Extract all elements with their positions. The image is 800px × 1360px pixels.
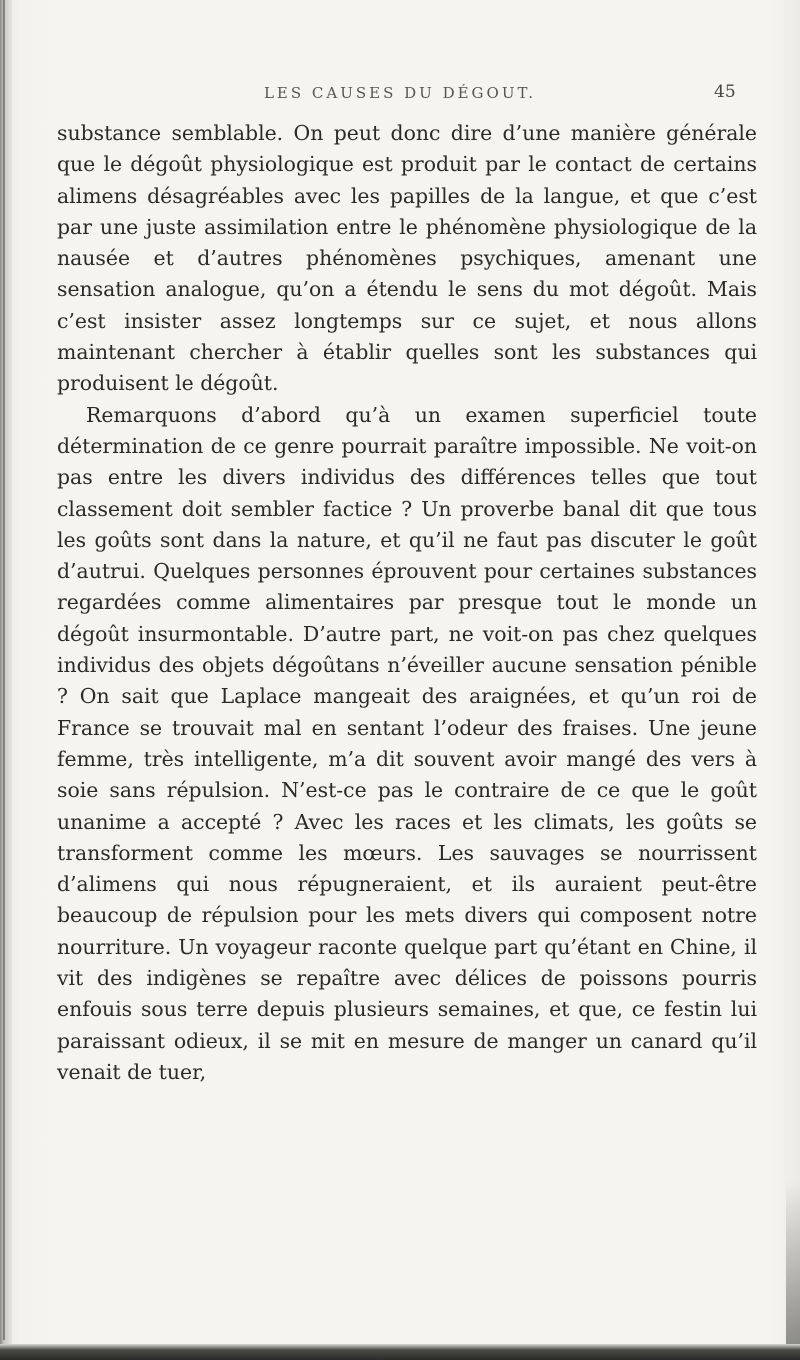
paragraph: substance semblable. On peut donc dire d’une manière générale que le dégoût physiologique est produit par le contact de certains alimens désagréables avec les papilles de la langue, et que c’est par une juste assimilation entre le phénomène physiologique de la nausée et d’autres phénomènes psychiques, amenant une sensation analogue, qu’on a étendu le sens du mot dégoût. Mais c’est insister assez longtemps sur ce sujet, et nous allons maintenant chercher à établir quelles sont les substances qui produisent le dégoût.	[57, 121, 757, 396]
page-binding-edge	[0, 0, 12, 1360]
page-corner-shadow	[786, 1180, 800, 1344]
body-text	[57, 118, 757, 1088]
page-number: 45	[714, 82, 736, 102]
page-bottom-edge	[0, 1344, 800, 1360]
margin-rule	[3, 0, 5, 1340]
paragraph: Remarquons d’abord qu’à un examen superficiel toute détermination de ce genre pourrait paraître impossible. Ne voit-on pas entre les divers individus des différences telles que tout classement doit sembler factice ? Un proverbe banal dit que tous les goûts sont dans la nature, et qu’il ne faut pas discuter le goût d’autrui. Quelques personnes éprouvent pour certaines substances regardées comme alimentaires par presque tout le monde un dégoût insurmontable. D’autre part, ne voit-on pas chez quelques individus des objets dégoûtans n’éveiller aucune sensation pénible ? On sait que Laplace mangeait des araignées, et qu’un roi de France se trouvait mal en sentant l’odeur des fraises. Une jeune femme, très intelligente, m’a dit souvent avoir mangé des vers à soie sans répulsion. N’est-ce pas le contraire de ce que le goût unanime a accepté ? Avec les races et les climats, les goûts se transforment comme les mœurs. Les sauvages se nourrissent d’alimens qui nous répugneraient, et ils auraient peut-être beaucoup de répulsion pour les mets divers qui composent notre nourriture. Un voyageur raconte quelque part qu’étant en Chine, il vit des indigènes se repaître avec délices de poissons pourris enfouis sous terre depuis plusieurs semaines, et que, ce festin lui paraissant odieux, il se mit en mesure de manger un canard qu’il venait de tuer,	[57, 402, 757, 1084]
running-header: LES CAUSES DU DÉGOUT.	[263, 84, 537, 102]
